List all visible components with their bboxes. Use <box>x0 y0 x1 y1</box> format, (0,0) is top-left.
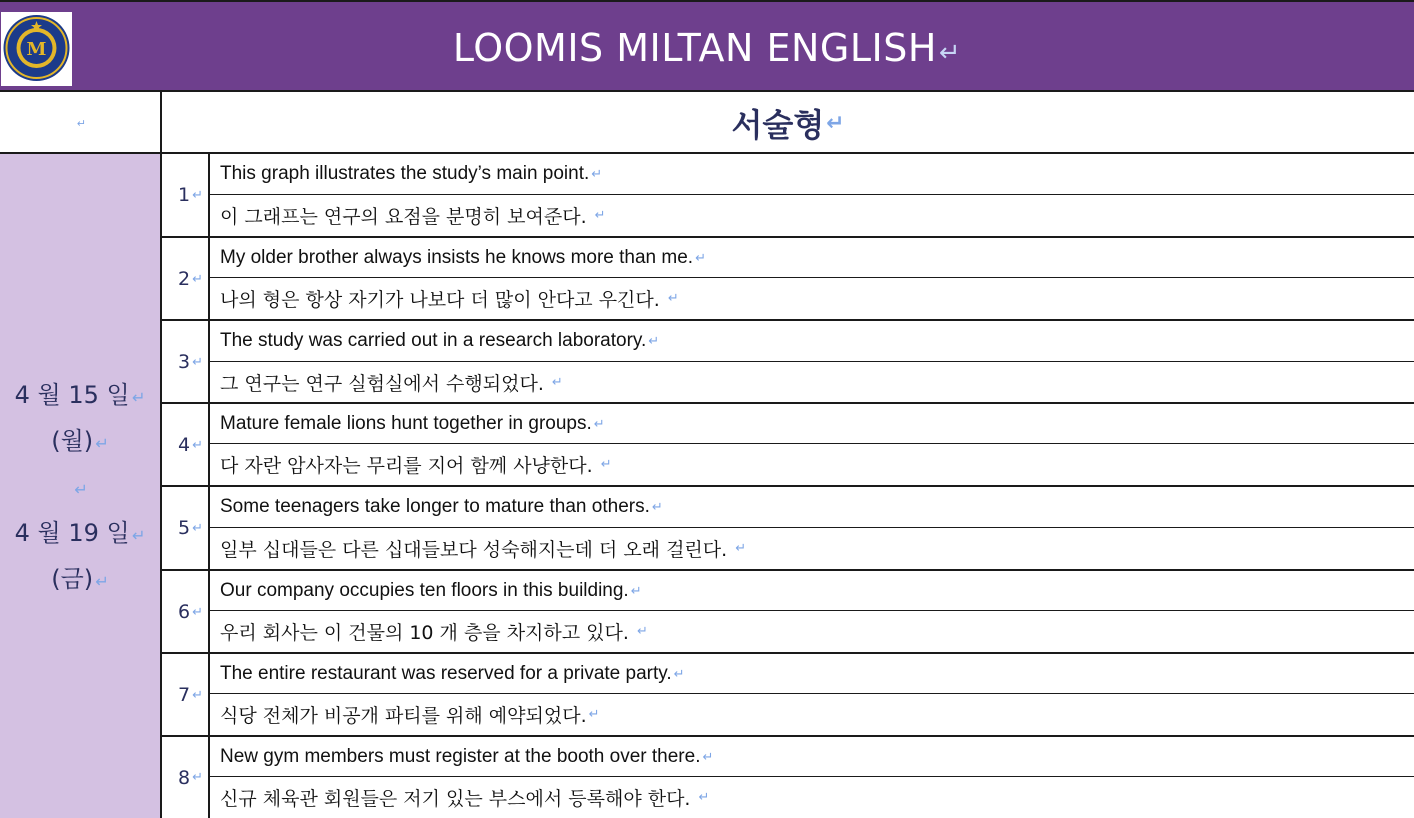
korean-translation: 나의 형은 항상 자기가 나보다 더 많이 안다고 우긴다. ↵ <box>220 288 679 311</box>
row-divider <box>210 443 1414 444</box>
item-divider <box>162 652 1414 654</box>
date-spacer: ↵ <box>74 480 88 499</box>
korean-translation: 그 연구는 연구 실험실에서 수행되었다. ↵ <box>220 372 563 395</box>
start-day: (월) ↵ <box>51 427 109 455</box>
english-sentence: My older brother always insists he knows more than me. ↵ <box>220 247 706 268</box>
english-sentence: Some teenagers take longer to mature than others. ↵ <box>220 496 663 517</box>
english-sentence: This graph illustrates the study’s main point. ↵ <box>220 163 603 184</box>
item-number: 3 ↵ <box>178 351 203 373</box>
subheader-border <box>0 152 1414 154</box>
item-divider <box>162 402 1414 404</box>
item-divider <box>162 569 1414 571</box>
item-divider <box>162 735 1414 737</box>
item-divider <box>162 485 1414 487</box>
subheader-blank-cell <box>0 94 161 152</box>
end-day: (금) ↵ <box>51 565 109 593</box>
english-sentence: The entire restaurant was reserved for a private party. ↵ <box>220 663 685 684</box>
header-band <box>0 0 1414 92</box>
logo-letter: M <box>26 39 47 60</box>
item-number: 8 ↵ <box>178 766 203 789</box>
item-divider <box>162 236 1414 238</box>
english-sentence: Mature female lions hunt together in groups. ↵ <box>220 413 605 434</box>
korean-translation: 신규 체육관 회원들은 저기 있는 부스에서 등록해야 한다. ↵ <box>220 787 710 810</box>
korean-translation: 이 그래프는 연구의 요점을 분명히 보여준다. ↵ <box>220 205 606 228</box>
date-column <box>0 154 160 818</box>
item-divider <box>162 319 1414 321</box>
korean-translation: 식당 전체가 비공개 파티를 위해 예약되었다. ↵ <box>220 704 600 727</box>
paragraph-mark: ↵ <box>76 116 87 130</box>
row-divider <box>210 610 1414 611</box>
korean-translation: 일부 십대들은 다른 십대들보다 성숙해지는데 더 오래 걸린다. ↵ <box>220 538 747 561</box>
english-sentence: Our company occupies ten floors in this building. ↵ <box>220 580 642 601</box>
page-title: LOOMIS MILTAN ENGLISH↵ <box>452 26 962 70</box>
row-divider <box>210 527 1414 528</box>
korean-translation: 다 자란 암사자는 무리를 지어 함께 사냥한다. ↵ <box>220 454 612 477</box>
end-date: 4 월 19 일 ↵ <box>14 519 146 547</box>
row-divider <box>210 361 1414 362</box>
row-divider <box>210 776 1414 777</box>
row-divider <box>210 693 1414 694</box>
row-divider <box>210 194 1414 195</box>
korean-translation: 우리 회사는 이 건물의 10 개 층을 차지하고 있다. ↵ <box>220 621 648 644</box>
english-sentence: The study was carried out in a research laboratory. ↵ <box>220 330 660 351</box>
start-date: 4 월 15 일 ↵ <box>14 381 146 409</box>
item-number: 7 ↵ <box>178 684 203 706</box>
item-number: 1 ↵ <box>178 184 203 206</box>
item-number: 6 ↵ <box>178 601 203 623</box>
row-divider <box>210 277 1414 278</box>
item-number: 2 ↵ <box>178 268 203 290</box>
date-range <box>0 372 160 602</box>
section-title: 서술형 ↵ <box>731 106 845 144</box>
date-column-border <box>160 92 162 818</box>
item-number: 4 ↵ <box>178 434 203 456</box>
english-sentence: New gym members must register at the booth over there. ↵ <box>220 746 714 767</box>
item-number: 5 ↵ <box>178 517 203 539</box>
